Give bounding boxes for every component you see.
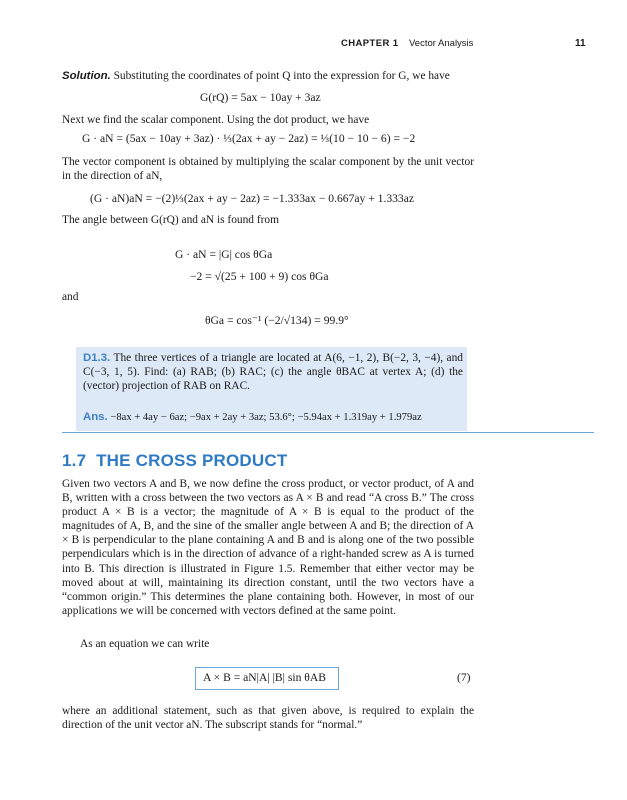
section-number: 1.7 [62, 451, 87, 470]
drill-answer [83, 410, 463, 425]
solution-text-4: The angle between G(rQ) and aN is found from [62, 214, 279, 226]
answer-label: Ans. [83, 411, 108, 423]
solution-intro [62, 69, 474, 83]
page-number: 11 [575, 38, 586, 49]
solution-text-3: The vector component is obtained by multiplying the scalar component by the unit vector in the direction of aN, [62, 156, 474, 183]
drill-question: The three vertices of a triangle are located at A(6, −1, 2), B(−2, 3, −4), and C(−3, 1, 5). Find: (a) RAB; (b) RAC; (c) the angle θBAC at vertex A; (d) the (vector) projection of RAB on RAC. [83, 352, 463, 393]
solution-label: Solution. [62, 70, 111, 82]
solution-text-2: Next we find the scalar component. Using the dot product, we have [62, 114, 370, 126]
running-header-chapter: CHAPTER 1 [341, 38, 399, 49]
answer-text: −8ax + 4ay − 6az; −9ax + 2ay + 3az; 53.6°; −5.94ax + 1.319ay + 1.979az [110, 412, 422, 423]
equation-numeric-angle: −2 = √(25 + 100 + 9) cos θGa [190, 270, 329, 283]
equation-scalar-component: G · aN = (5ax − 10ay + 3az) · ⅓(2ax + ay − 2az) = ⅓(10 − 10 − 6) = −2 [82, 132, 416, 145]
drill-problem-text [83, 351, 463, 393]
drill-label: D1.3. [83, 352, 111, 364]
equation-intro: As an equation we can write [80, 638, 210, 650]
running-header-title: Vector Analysis [409, 38, 474, 49]
section-divider [62, 432, 594, 433]
equation-number: (7) [457, 671, 471, 684]
closing-paragraph: where an additional statement, such as that given above, is required to explain the direction of the unit vector aN. The subscript stands for “normal.” [62, 705, 474, 732]
equation-g-rq: G(rQ) = 5ax − 10ay + 3az [200, 91, 321, 104]
solution-intro-text: Substituting the coordinates of point Q into the expression for G, we have [113, 70, 450, 82]
section-title: THE CROSS PRODUCT [96, 451, 288, 470]
section-heading [62, 451, 287, 471]
cross-product-equation: A × B = aN|A| |B| sin θAB [203, 671, 326, 684]
word-and: and [62, 291, 79, 303]
equation-dot-magnitude: G · aN = |G| cos θGa [175, 248, 273, 261]
equation-theta-ga: θGa = cos⁻¹ (−2/√134) = 99.9° [205, 314, 349, 327]
cross-product-paragraph: Given two vectors A and B, we now define the cross product, or vector product, of A and B, written with a cross between the two vectors as A × B and read “A cross B.” The cross product A × B is a vector; the magnitude of A × B is equal to the product of the magnitudes of A, B, and the sine of the smaller angle between A and B; the direction of A × B is perpendicular to the plane containing A and B and is along one of the two possible perpendiculars which is in the direction of advance of a right-handed screw as A is turned into B. This direction is illustrated in Figure 1.5. Remember that either vector may be moved about at will, maintaining its direction constant, until the two vectors have a “common origin.” This determines the plane containing both. However, in most of our applications we will be concerned with vectors defined at the same point. [62, 478, 474, 617]
equation-vector-component: (G · aN)aN = −(2)⅓(2ax + ay − 2az) = −1.333ax − 0.667ay + 1.333az [90, 192, 415, 205]
